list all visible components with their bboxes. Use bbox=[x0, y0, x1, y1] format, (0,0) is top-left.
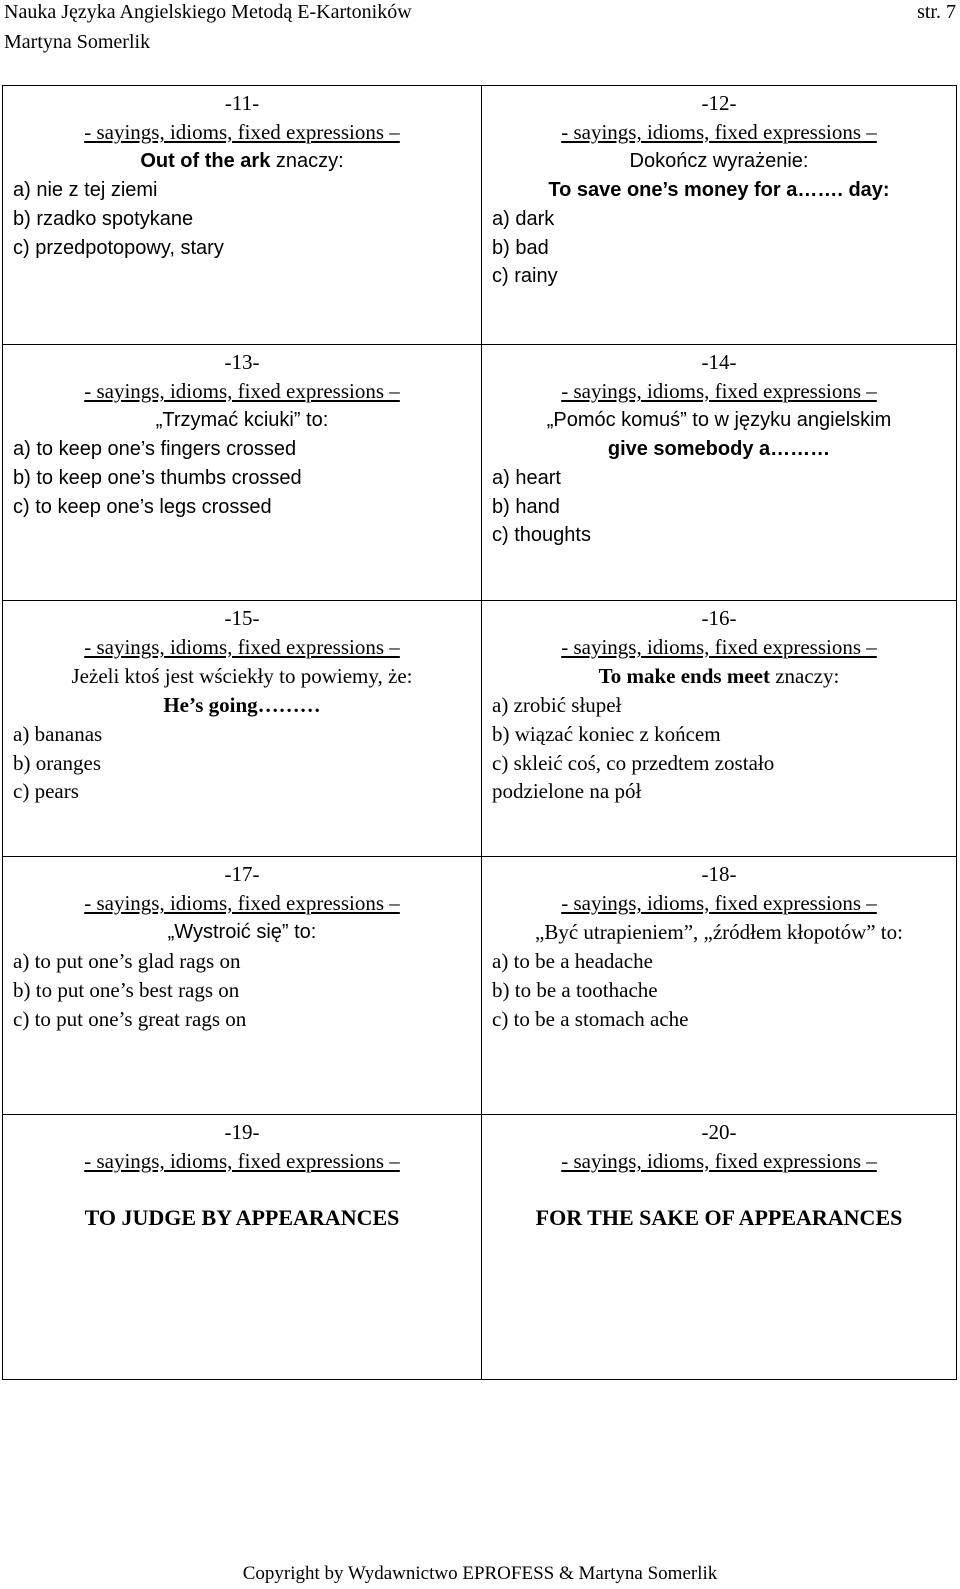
prompt-bold: To make ends meet bbox=[598, 663, 770, 688]
option-c: c) thoughts bbox=[492, 524, 591, 547]
option-b: b) wiązać koniec z końcem bbox=[492, 721, 721, 746]
card-prompt: „Być utrapieniem”, „źródłem kłopotów” to: bbox=[535, 919, 903, 944]
card-prompt: Jeżeli ktoś jest wściekły to powiemy, że: bbox=[71, 663, 413, 688]
card-category: - sayings, idioms, fixed expressions – bbox=[84, 1148, 400, 1173]
flashcard-11 bbox=[3, 86, 482, 345]
option-b: b) rzadko spotykane bbox=[13, 207, 194, 230]
option-c: c) skleić coś, co przedtem zostało bbox=[492, 750, 775, 775]
page-number: str. 7 bbox=[917, 1, 956, 23]
card-category: - sayings, idioms, fixed expressions – bbox=[84, 890, 400, 915]
card-prompt bbox=[492, 662, 946, 691]
option-b: b) hand bbox=[492, 495, 560, 518]
card-category: - sayings, idioms, fixed expressions – bbox=[84, 378, 400, 403]
card-category: - sayings, idioms, fixed expressions – bbox=[561, 634, 877, 659]
prompt-bold: Out of the ark bbox=[140, 149, 271, 172]
flashcard-17 bbox=[3, 857, 482, 1115]
card-number: -18- bbox=[701, 862, 737, 886]
document-title: Nauka Języka Angielskiego Metodą E-Kartoników bbox=[4, 1, 412, 23]
card-phrase: TO JUDGE BY APPEARANCES bbox=[84, 1204, 400, 1230]
copyright-footer: Copyright by Wydawnictwo EPROFESS & Martyna Somerlik bbox=[242, 1563, 718, 1584]
flashcard-20 bbox=[482, 1115, 956, 1379]
option-b: b) oranges bbox=[13, 750, 102, 775]
card-prompt: „Pomóc komuś” to w języku angielskim bbox=[546, 408, 892, 431]
option-a: a) heart bbox=[492, 466, 561, 489]
prompt-rest: znaczy: bbox=[769, 663, 840, 688]
card-number: -13- bbox=[224, 350, 260, 374]
card-number: -11- bbox=[224, 91, 260, 115]
flashcard-grid bbox=[2, 85, 957, 1380]
prompt-rest: znaczy: bbox=[270, 149, 344, 172]
option-a: a) to keep one’s fingers crossed bbox=[13, 437, 297, 460]
option-a: a) dark bbox=[492, 207, 555, 230]
option-b: b) to keep one’s thumbs crossed bbox=[13, 466, 302, 489]
option-b: b) to put one’s best rags on bbox=[13, 977, 240, 1002]
card-number: -15- bbox=[224, 606, 260, 630]
option-c: c) to put one’s great rags on bbox=[13, 1006, 247, 1031]
option-b: b) to be a toothache bbox=[492, 977, 658, 1002]
card-number: -17- bbox=[224, 862, 260, 886]
flashcard-14 bbox=[482, 345, 956, 601]
option-b: b) bad bbox=[492, 236, 549, 259]
option-a: a) zrobić słupeł bbox=[492, 692, 622, 717]
option-c: c) to keep one’s legs crossed bbox=[13, 495, 272, 518]
flashcard-19 bbox=[3, 1115, 482, 1379]
card-number: -20- bbox=[701, 1120, 737, 1144]
card-category: - sayings, idioms, fixed expressions – bbox=[561, 378, 877, 403]
option-a: a) nie z tej ziemi bbox=[13, 178, 158, 201]
card-prompt: „Wystroić się” to: bbox=[167, 920, 317, 943]
option-a: a) bananas bbox=[13, 721, 103, 746]
card-category: - sayings, idioms, fixed expressions – bbox=[561, 890, 877, 915]
card-category: - sayings, idioms, fixed expressions – bbox=[84, 119, 400, 144]
card-phrase: He’s going……… bbox=[163, 692, 321, 717]
option-c: c) to be a stomach ache bbox=[492, 1006, 689, 1031]
option-c: c) rainy bbox=[492, 265, 558, 288]
flashcard-18 bbox=[482, 857, 956, 1115]
option-c: c) pears bbox=[13, 779, 79, 804]
card-prompt: „Trzymać kciuki” to: bbox=[155, 408, 329, 431]
option-a: a) to put one’s glad rags on bbox=[13, 948, 241, 973]
card-category: - sayings, idioms, fixed expressions – bbox=[84, 634, 400, 659]
card-number: -16- bbox=[701, 606, 737, 630]
card-phrase: give somebody a……… bbox=[607, 437, 831, 460]
card-phrase: FOR THE SAKE OF APPEARANCES bbox=[535, 1204, 903, 1230]
flashcard-15 bbox=[3, 601, 482, 857]
option-a: a) to be a headache bbox=[492, 948, 653, 973]
card-prompt bbox=[13, 147, 471, 176]
card-category: - sayings, idioms, fixed expressions – bbox=[561, 119, 877, 144]
card-number: -14- bbox=[701, 350, 737, 374]
card-phrase: To save one’s money for a……. day: bbox=[548, 178, 890, 201]
flashcard-16 bbox=[482, 601, 956, 857]
option-c-continued: podzielone na pół bbox=[492, 779, 642, 804]
option-c: c) przedpotopowy, stary bbox=[13, 236, 224, 259]
flashcard-13 bbox=[3, 345, 482, 601]
card-number: -12- bbox=[701, 91, 737, 115]
card-category: - sayings, idioms, fixed expressions – bbox=[561, 1148, 877, 1173]
author-name: Martyna Somerlik bbox=[4, 31, 151, 53]
card-number: -19- bbox=[224, 1120, 260, 1144]
card-prompt: Dokończ wyrażenie: bbox=[629, 149, 809, 172]
flashcard-12 bbox=[482, 86, 956, 345]
